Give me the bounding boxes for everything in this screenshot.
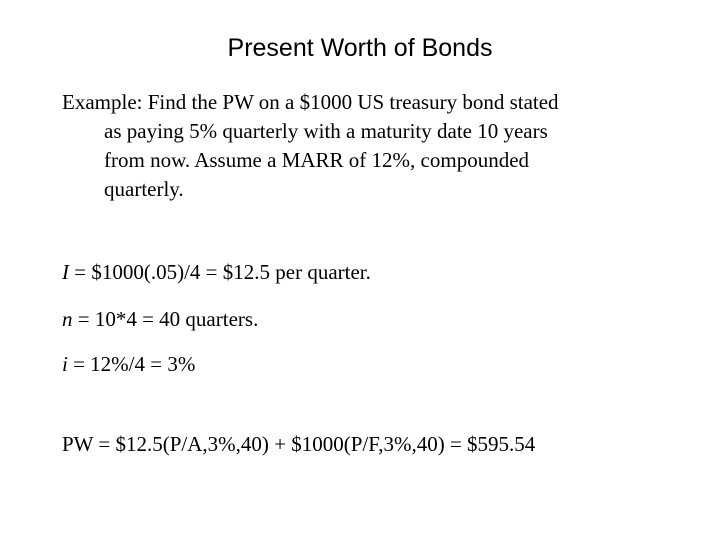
rate-symbol: i <box>62 352 68 376</box>
example-line-1: Example: Find the PW on a $1000 US treasury bond stated <box>62 90 559 114</box>
example-line-2: as paying 5% quarterly with a maturity date 10 years <box>104 119 548 143</box>
periods-equation <box>62 305 682 333</box>
slide-title: Present Worth of Bonds <box>227 34 493 62</box>
rate-expression: = 12%/4 = 3% <box>67 352 196 376</box>
example-line-4: quarterly. <box>104 177 184 201</box>
rate-equation <box>62 350 682 378</box>
interest-expression: = $1000(.05)/4 = $12.5 per quarter. <box>69 260 371 284</box>
example-paragraph <box>62 88 682 204</box>
interest-equation <box>62 258 682 286</box>
interest-symbol: I <box>62 260 69 284</box>
periods-symbol: n <box>62 307 73 331</box>
example-line-3: from now. Assume a MARR of 12%, compounded <box>104 148 530 172</box>
present-worth-equation: PW = $12.5(P/A,3%,40) + $1000(P/F,3%,40) = $595.54 <box>62 432 536 456</box>
periods-expression: = 10*4 = 40 quarters. <box>72 307 259 331</box>
